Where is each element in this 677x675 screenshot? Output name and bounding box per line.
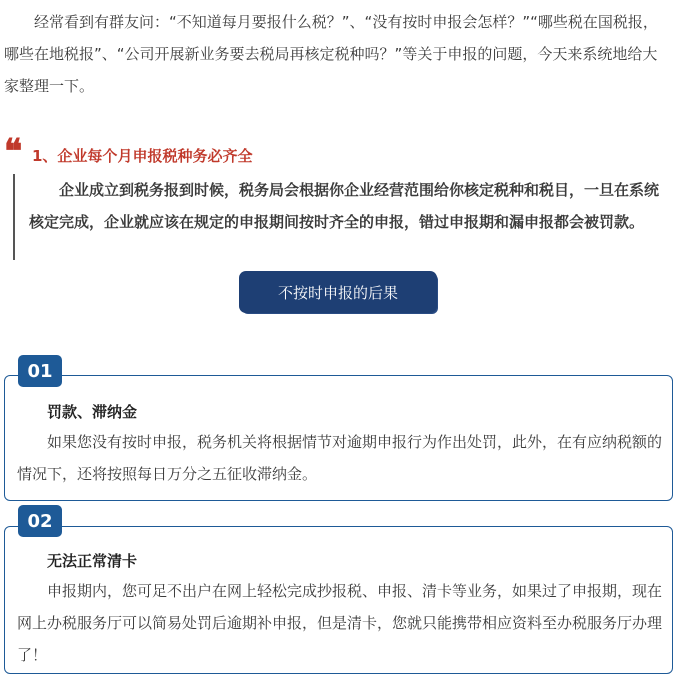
card-title: 罚款、滞纳金: [47, 403, 138, 421]
quote-icon: ❝: [4, 132, 23, 172]
card-body: 如果您没有按时申报，税务机关将根据情节对逾期申报行为作出处罚，此外，在有应纳税额的情况下，还将按照每日万分之五征收滞纳金。: [17, 433, 663, 483]
card-title: 无法正常清卡: [47, 552, 138, 570]
card-penalty: [4, 375, 673, 501]
consequences-button[interactable]: [240, 272, 436, 312]
card-clear-card: [4, 526, 673, 674]
card-number-badge: 01: [18, 355, 62, 387]
card-body: 申报期内，您可足不出户在网上轻松完成抄报税、申报、清卡等业务，如果过了申报期，现在网上办税服务厅可以简易处罚后逾期补申报，但是清卡，您就只能携带相应资料至办税服务厅办理了！: [17, 582, 663, 664]
section-body: [13, 174, 665, 260]
section-title: 1、企业每个月申报税种务必齐全: [32, 147, 253, 165]
intro-paragraph: 经常看到有群友问：“不知道每月要报什么税？”、“没有按时申报会怎样？”“哪些税在国税报，哪些在地税报”、“公司开展新业务要去税局再核定税种吗？”等关于申报的问题，今天来系统地给大家整理一下。: [4, 13, 658, 95]
card-number-badge: 02: [18, 505, 62, 537]
consequences-button-label: 不按时申报的后果: [277, 283, 398, 302]
section-body-text: 企业成立到税务报到时候，税务局会根据你企业经营范围给你核定税种和税目，一旦在系统核定完成，企业就应该在规定的申报期间按时齐全的申报，错过申报期和漏申报都会被罚款。: [29, 181, 660, 231]
